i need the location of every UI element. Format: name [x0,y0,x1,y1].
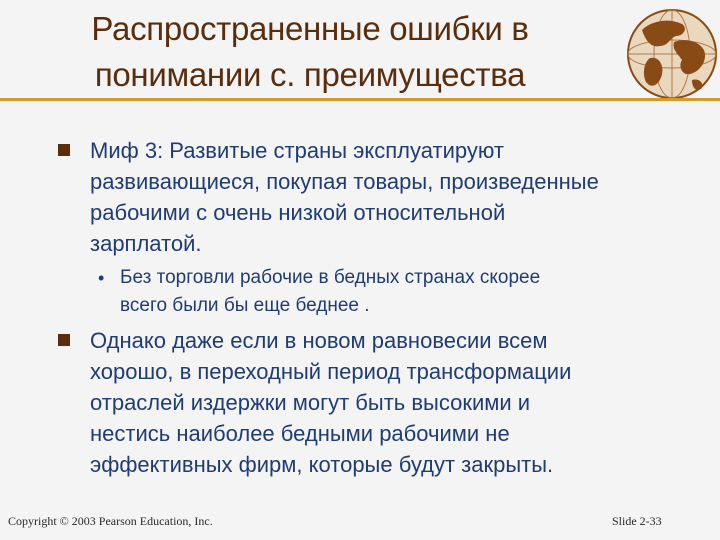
bullet-line: Миф 3: Развитые страны эксплуатируют [90,138,504,163]
globe-icon [612,2,718,100]
title-line-2: понимании с. преимущества [94,56,526,93]
bullet-line: всего были бы еще беднее . [120,295,370,316]
bullet-text [90,325,700,480]
square-bullet-icon [58,334,70,346]
bullet-line: Без торговли рабочие в бедных странах скорее [120,267,541,288]
bullet-line: Однако даже если в новом равновесии всем [90,328,548,353]
round-bullet-icon: • [98,268,105,288]
bullet-line: отраслей издержки могут быть высокими и [90,390,531,415]
slide-title [20,6,600,98]
slide-number: Slide 2-33 [612,514,662,528]
copyright-notice: Copyright © 2003 Pearson Education, Inc. [8,514,213,528]
bullet-transition-costs [60,325,700,480]
bullet-line: зарплатой. [90,231,202,256]
title-divider [0,98,720,101]
bullet-line: эффективных фирм, которые будут закрыты. [90,452,554,477]
bullet-line: хорошо, в переходный период трансформации [90,359,572,384]
sub-bullet-text [120,264,658,320]
bullet-line: рабочими с очень низкой относительной [90,200,506,225]
bullet-text [90,135,700,259]
sub-bullet-poverty [98,264,658,320]
bullet-line: развивающиеся, покупая товары, произведенные [90,169,599,194]
bullet-line: нестись наиболее бедными рабочими не [90,421,510,446]
bullet-myth-3 [60,135,700,259]
title-line-1: Распространенные ошибки в [91,10,529,47]
square-bullet-icon [58,144,70,156]
